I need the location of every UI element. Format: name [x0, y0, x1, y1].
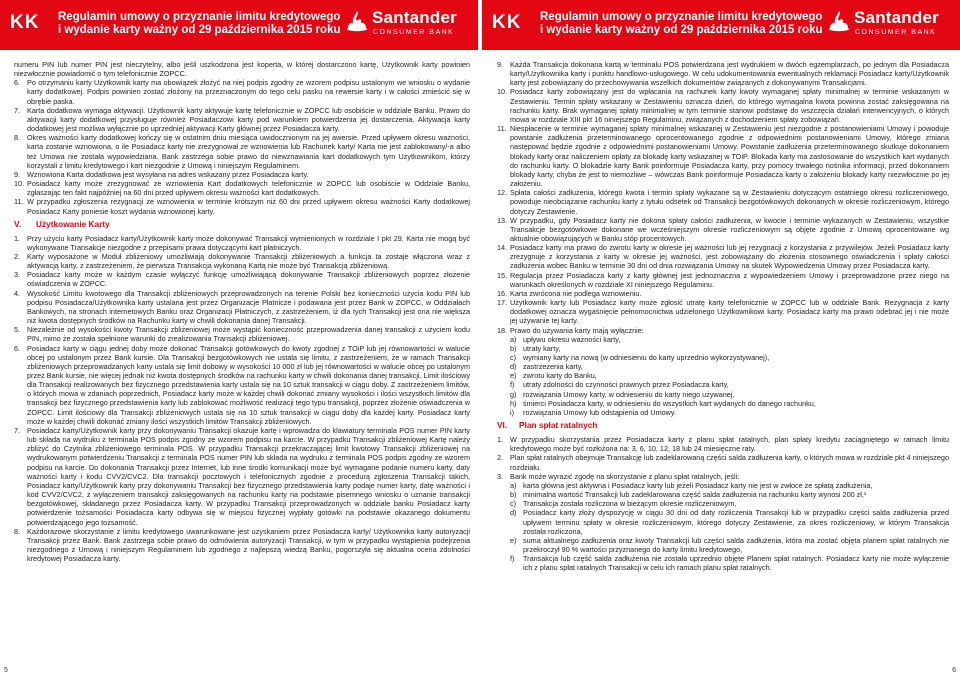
list-item [510, 371, 949, 380]
list-item [497, 326, 949, 335]
item-text: Posiadacz karty może zrezygnować ze wznowienia Kart dodatkowych telefonicznie w ZOPCC lub osobiście w Oddziale Banku, zgłaszając ten fakt najpóźniej na 60 dni przed upływem okresu ważności kart dodatkowych. [27, 179, 470, 198]
item-number: 6. [14, 78, 21, 88]
list-item [14, 426, 470, 527]
item-number: 15. [497, 270, 508, 280]
item-number: 12. [497, 188, 508, 198]
item-number: 6. [14, 343, 21, 353]
item-text: Regulacja przez Posiadacza karty z karty głównej jest jednoznaczna z wypowiedzeniem Umowy i przeprowadzone przez niego na warunkach określonych w rozdziale XI niniejszego Regulaminu. [510, 270, 949, 289]
item-number: h) [510, 398, 517, 408]
item-text: Posiadacz karty ma prawo do zwrotu karty w okresie jej ważności lub jej rezygnacji z korzystania z przywilejów. Jeżeli Posiadacz karty zrezygnuje z korzystania z karty w okresie jej ważności, jest zobowiązany do złożenia stosownego oświadczenia i spłaty całości zadłużenia wobec Banku w terminie 30 dni od dnia rozwiązania Umowy na skutek Wypowiedzenia Umowy przez Posiadacza karty. [510, 243, 949, 271]
list-item [14, 170, 470, 179]
list-item [510, 499, 949, 508]
list-item [510, 536, 949, 554]
item-number: 1. [497, 435, 504, 445]
intro-paragraph: numeru PIN lub numer PIN jest nieczytelny, albo jeśli uszkodzona jest koperta, w której dostarczono kartę, Użytkownik karty powinien niezwłocznie powiadomić o tym telefonicznie ZOPCC. [14, 60, 470, 79]
item-text: Plan spłat ratalnych obejmuje Transakcję lub zadeklarowaną części salda zadłużenia karty, o których mowa w rozdziale pkt 4 niniejszego rozdziału. [510, 453, 949, 472]
kk-badge: KK [10, 12, 40, 33]
list-item [497, 435, 949, 453]
section-heading [497, 420, 949, 431]
list-item [497, 298, 949, 325]
list-item [510, 490, 949, 499]
section-title: Użytkowanie Karty [36, 218, 110, 229]
brand-subtitle: CONSUMER BANK [855, 29, 937, 36]
item-number: c) [510, 353, 517, 362]
left-page-column [14, 60, 470, 563]
list-item [510, 554, 949, 572]
item-text: Niezależnie od wysokości kwoty Transakcji zbliżeniowej może wystąpić konieczność przeprowadzenia danej transakcji z użyciem kodu PIN, mimo że została spełnione warunki do zrealizowania Transakcji zbliżeniowej. [27, 325, 470, 344]
item-text: Transakcja została rozliczona w bieżącym okresie rozliczeniowym, [523, 499, 737, 509]
item-text: W przypadku zgłoszenia rezygnacji ze wznowienia w terminie krótszym niż 60 dni przed upływem okresu ważności Karty dodatkowej Posiadacz Karty poniesie koszt wydania wznowionej karty. [27, 197, 470, 216]
item-number: 3. [497, 471, 504, 481]
item-text: Każda Transakcja dokonana kartą w terminalu POS potwierdzana jest wydrukiem w dwóch egzemplarzach, po jednym dla Posiadacza karty/Użytkownika karty i punktu handlowo-usługowego. W celu udokumentowania ewentualnych reklamacji Posiadacz karty/Użytkownik karty jest zobowiązany do przechowywania wszelkich dokumentów związanych z dokonywanymi Transakcjami. [510, 60, 949, 88]
title-line-2: i wydanie karty ważny od 29 października 2015 roku [58, 24, 341, 36]
item-text: Posiadacz karty/Użytkownik karty przy dokonywaniu Transakcji okazuje kartę i wprowadza do klawiatury terminala POS numer PIN karty lub składa na wydruku z terminala POS podpis zgodny ze wzorem podpisu na karcie. W przypadku Transakcji zbliżeniowej Kartę należy zbliżyć do Czytnika zbliżeniowego terminala POS. W przypadku Transakcji przekraczającej limit kwotowy Transakcji zbliżeniowej na wydrukowanym potwierdzeniu Transakcji z terminala POS numer PIN lub składa na wydruku z terminala POS podpis zgodny ze wzorem podpisu na karcie. Do dokonania Transakcji przez Internet, lub inne środki komunikacji może być wymagane podanie numeru karty, daty ważności karty i kodu CVV2/CVC2. Dla transakcji pocztowych i telefonicznych zgodnie z procedurą zgłoszenia Transakcji takich, Posiadacz karty/Użytkownik karty przy dokonywaniu Transakcji bez fizycznego przedstawienia karty podaje numer karty, datę ważności i kod CVV2/CVC2, z wyłączeniem transakcji zaksięgowanych na rachunku karty na podstawie pisemnego wniosku o uznanie transakcji bezgotówkowej, składanego przez Posiadacza karty. W przypadku Transakcji przeprowadzonych w oddziale banku Posiadacz karty potwierdzenie tożsamości Posiadacza karty odbywa się w miejscu fizycznej wypłaty gotówki na podstawie okazanego dokumentu potwierdzającego jego tożsamość. [27, 425, 470, 527]
item-number: 11. [497, 124, 507, 134]
item-number: 7. [14, 425, 21, 435]
document-title [58, 11, 341, 37]
list-item [14, 527, 470, 564]
right-letters2-list [497, 481, 949, 573]
list-item [497, 453, 949, 471]
item-number: e) [510, 371, 517, 381]
item-number: 4. [14, 288, 21, 298]
item-text: Okres ważności karty dodatkowej kończy się w ostatnim dniu miesiąca uwidocznionym na jej awersie. Przed upływem okresu ważności, karta zostanie wznowiona, o ile Posiadacz karty nie zrezygnował ze wznowienia lub Rachunek karty/ Karta nie jest zablokowany/-a albo też Umowa nie została wypowiedziana. Bank zastrzega sobie prawo do niewznawiania kart dodatkowych tym Użytkownikom, którzy korzystali z limitu kredytowego i kart niezgodnie z Umową i niniejszym Regulaminem. [27, 133, 470, 170]
item-text: Posiadacz karty w ciągu jednej doby może dokonać Transakcji gotówkowych do kwoty zgodnej z TOiP lub jej równowartości w walucie obcej po ustalonym przez Bank kursie. Dla Transakcji bezgotówkowych nie ustala się limitu, z zastrzeżeniem, że w ramach Transakcji zbliżeniowych przeprowadzanych karty ustala się limit dobowy w wysokości 10 000 zł lub jej równowartości w walucie obcej po ustalonym przez Bank kursie, nie więcej jednak niż kwota dostępnych środków na rachunku karty w chwili dokonania danej transakcji. Limit ilościowy dla Transakcji realizowanych bez fizycznego przedstawienia karty ustala się na 10 sztuk transakcji w ciągu doby. Z zastrzeżeniem limitów, o których mowa w zdaniach poprzednich, Posiadacz karty może w każdej chwili dokonać zmiany wysokości i ilości wszystkich limitów dla transakcji bez fizycznego przedstawienia karty lub zablokować możliwość realizacji tego typu transakcji, poprzez złożenie oświadczenia w ZOPCC. Limit ilościowy dla Transakcji zbliżeniowych ustala się na 10 sztuk transakcji w ciągu doby dla każdej karty. Posiadacz karty może w każdej chwili dokonać zmiany ilości wszystkich limitów Transakcji zbliżeniowych. [27, 343, 470, 426]
section-heading [14, 219, 470, 230]
item-number: d) [510, 508, 517, 518]
item-text: Po otrzymaniu karty Użytkownik karty ma obowiązek złożyć na niej podpis zgodny ze wzorem podpisu ustalonym we wniosku o wydanie karty dodatkowej. Podpis powinien zostać złożony na przeznaczonym do tego celu pasku na rewersie karty i w całości zmieścić się w obrębie paska. [27, 78, 470, 106]
item-text: karta główna jest aktywna i Posiadacz karty lub jeżeli Posiadacz karty nie jest w zwłoce ze spłatą zadłużenia, [523, 480, 873, 490]
brand-subtitle: CONSUMER BANK [373, 29, 455, 36]
list-item [510, 390, 949, 399]
item-number: a) [510, 334, 517, 344]
item-number: b) [510, 343, 517, 353]
item-text: zwrotu karty do Banku, [523, 371, 597, 381]
list-item [14, 197, 470, 215]
page-number: 5 [4, 667, 8, 674]
brand-name: Santander [854, 8, 939, 27]
list-item [14, 252, 470, 270]
item-number: f) [510, 380, 515, 390]
item-text: Spłata całości zadłużenia, którego kwota i termin spłaty wykazane są w Zestawieniu dotyczącym ostatniego okresu rozliczeniowego, powoduje nieobciążanie rachunku karty z tytułu odsetek od Transakcji bezgotówkowych dokonanych w okresie rozliczeniowym, którego dotyczy Zestawienie. [510, 188, 949, 216]
flame-icon [828, 10, 850, 32]
title-line-2: i wydanie karty ważny od 29 października 2015 roku [540, 24, 823, 36]
item-number: 5. [14, 325, 21, 335]
item-text: Posiadacz karty może w każdym czasie wyłączyć funkcję umożliwiającą dokonywanie Transakcji zbliżeniowych poprzez złożenie oświadczenia w ZOPCC. [27, 270, 470, 289]
item-number: e) [510, 535, 517, 545]
item-number: 18. [497, 325, 508, 335]
list-item [510, 408, 949, 417]
item-number: 9. [497, 60, 504, 69]
item-number: c) [510, 499, 517, 509]
item-text: Przy użyciu karty Posiadacz karty/Użytkownik karty może dokonywać Transakcji wymienionych w rozdziale I pkt 29. Karta nie mogą być wykonywane Transakcje niezgodne z przepisami prawa dotyczącymi kart płatniczych. [27, 233, 470, 252]
item-text: wymiany karty na nową (w odniesieniu do karty uprzednio wykorzystywanej), [523, 353, 770, 362]
list-item [14, 270, 470, 288]
list-item [497, 87, 949, 124]
list-item [14, 78, 470, 105]
brand-name: Santander [372, 8, 457, 27]
item-text: rozwiązania Umowy karty, w odniesieniu do karty niego używanej, [523, 389, 735, 399]
item-text: Bank może wyrazić zgodę na skorzystanie z planu spłat ratalnych, jeśli: [510, 471, 740, 481]
item-text: zastrzeżenia karty, [523, 362, 583, 372]
item-text: Posiadacz karty złoży dyspozycję w ciągu 30 dni od daty rozliczenia Transakcji lub w przypadku części salda zadłużenia przed upływem terminu spłaty w okresie rozliczeniowym, którego dotyczy Zestawienie, za okres rozliczeniowy, w którym Transakcja została rozliczona, [523, 508, 949, 536]
list-item [14, 234, 470, 252]
item-number: 16. [497, 288, 508, 298]
item-text: Wysokość Limitu kwotowego dla Transakcji zbliżeniowych przeprowadzonych na terenie Polski bez konieczności użycia kodu PIN lub podpisu Posiadacza/Użytkownika karty ustalana jest przez Organizacje Płatnicze i podawana jest przez Bank w ZOPCC, w Oddziałach Bankowych, na stronach internetowych Banku oraz Organizacji Płatniczych, z zastrzeżeniem, iż dla tych Transakcji jest ona nie większa niż kwota dostępnych środków na Rachunku karty w chwili dokonania danej Transakcji. [27, 288, 470, 326]
item-number: 13. [497, 215, 508, 225]
item-text: Wznowiona Karta dodatkowa jest wysyłana na adres wskazany przez Posiadacza karty. [27, 169, 309, 179]
list-item [497, 124, 949, 188]
list-item [14, 179, 470, 197]
item-number: 2. [497, 453, 504, 463]
left-items-list [14, 78, 470, 215]
item-text: upływu okresu ważności karty, [523, 334, 621, 344]
list-item [497, 216, 949, 243]
item-text: rozwiązania Umowy lub odstąpienia od Umowy. [523, 407, 676, 417]
item-text: W przypadku, gdy Posiadacz karty nie dokona spłaty całości zadłużenia, w kwocie i terminie wykazanych w Zestawieniu, wszystkie Transakcje bezgotówkowe dokonane we wcześniejszym okresie rozliczeniowym są objęte zgodnie z Umową oprocentowane wg aktualnie obowiązujących w Banku stóp procentowych. [510, 215, 949, 243]
item-number: i) [510, 407, 515, 417]
item-text: utraty karty, [523, 343, 561, 353]
list-item [14, 133, 470, 170]
right-items2-list [497, 435, 949, 481]
document-title [540, 11, 823, 37]
list-item [14, 344, 470, 426]
list-item [510, 380, 949, 389]
item-text: Użytkownik karty lub Posiadacz karty może zgłosić utratę karty telefonicznie w ZOPCC lub w oddziale Bank. Rezygnacja z karty dodatkowej oznacza wygaśnięcie pełnomocnictwa udzielonego Użytkownikowi karty. Posiadacz karty ma prawo odebrać jej i nie może jej używanie tej karty. [510, 298, 949, 326]
item-number: d) [510, 362, 517, 372]
item-number: 8. [14, 133, 21, 143]
item-number: 14. [497, 243, 508, 253]
item-text: suma aktualnego zadłużenia oraz kwoty Transakcji lub części salda zadłużenia, która ma zostać objęta planem spłat ratalnych nie przekroczył 90 % wartości przyznanego do karty limitu kredytowego, [523, 535, 949, 554]
section-number: V. [14, 218, 22, 229]
page-number: 6 [952, 667, 956, 674]
flame-icon [346, 10, 368, 32]
item-text: Prawo do używania karty mają wyłącznie: [510, 325, 644, 335]
item-text: Transakcja lub część salda zadłużenia nie została uprzednio objęte Planem spłat ratalnych. Posiadacz karty nie może wyłączenie ich z planu spłat ratalnych Transakcji w celu ich ramach planu spłat ratalnych. [523, 554, 949, 573]
santander-logo [346, 8, 466, 42]
list-item [497, 472, 949, 481]
item-number: 11. [14, 197, 24, 207]
item-number: 17. [497, 298, 508, 308]
list-item [497, 188, 949, 215]
title-line-1: Regulamin umowy o przyznanie limitu kredytowego [58, 11, 341, 23]
list-item [510, 344, 949, 353]
list-item [14, 325, 470, 343]
item-number: 8. [14, 526, 21, 536]
kk-badge: KK [492, 12, 522, 33]
item-text: Karta dodatkowa wymaga aktywacji. Użytkownik karty aktywuje kartę telefonicznie w ZOPCC lub osobiście w oddziale Banku. Prawo do aktywacji karty dodatkowej przysługuje również Posiadaczowi karty pod warunkiem potwierdzenia jej dostarczenia. Aktywacja karty dodatkowej jest możliwa wyłącznie po uprzedniej aktywacji Karty głównej przez Posiadacza karty. [27, 105, 470, 134]
list-item [510, 362, 949, 371]
list-item [497, 271, 949, 289]
list-item [510, 508, 949, 535]
item-number: f) [510, 554, 515, 564]
item-number: a) [510, 480, 517, 490]
header-banner-right [482, 0, 960, 50]
item-text: utraty zdolności do czynności prawnych przez Posiadacza karty, [523, 380, 729, 390]
list-item [510, 399, 949, 408]
item-text: minimalna wartość Transakcji lub zadeklarowana część salda zadłużenia na rachunku karty wynosi 200 zł,¹ [523, 490, 867, 500]
item-text: Każdorazowe skorzystanie z limitu kredytowego uwarunkowane jest uzyskaniem przez Posiadacza karty/ Użytkownika karty autoryzacji Transakcji przez Bank. Bank zastrzega sobie prawo do odmówienia autoryzacji Transakcji, w tym w przypadku wystąpienia podejrzenia niezgodnego z Umową i niniejszym Regulaminem lub zgodnego z najlepszą wiedzą Banku, pogorszyła się aktualna ocena zdolności kredytowej Posiadacza karty. [27, 526, 470, 564]
item-text: W przypadku skorzystania przez Posiadacza karty z planu spłat ratalnych, plan spłaty kredytu zaciągniętego w ramach limitu kredytowego może być rozłożona na: 3, 6, 10, 12, 18 lub 24 miesięczne raty. [510, 435, 949, 454]
right-page-column [497, 60, 949, 572]
header-banner-left [0, 0, 478, 50]
item-text: Niespłacenie w terminie wymaganej spłaty minimalnej wskazanej w Zestawieniu jest niezgodne z postanowieniami Umowy i powoduje powstanie zadłużenia przeterminowanego oprocentowanego zgodnie z odpowiednimi postanowieniami Umowy, którego zmiana następować będzie zgodnie z odpowiednimi postanowieniami Umowy. Powstanie zadłużenia przeterminowanego skutkuje dokonaniem blokady karty oraz naliczeniem opłaty za blokadę karty wskazanej w TOiP. Blokada karty ma zastosowanie do wszystkich kart wydanych do rachunku karty. O blokadzie karty Bank poinformuje Posiadacza karty, przy pomocy trwałego nośnika informacji, przed dokonaniem blokady karty, chyba że jest to niemożliwe – wówczas Bank poinformuje Posiadacza karty o założeniu blokady karty niezwłocznie po jej założeniu. [510, 124, 949, 189]
list-item [510, 353, 949, 362]
list-item [14, 106, 470, 133]
list-item [497, 60, 949, 87]
list-item [510, 481, 949, 490]
title-line-1: Regulamin umowy o przyznanie limitu kredytowego [540, 11, 823, 23]
santander-logo [828, 8, 948, 42]
list-item [497, 243, 949, 270]
item-number: g) [510, 389, 517, 399]
item-text: śmierci Posiadacza karty, w odniesieniu do wszystkich kart wydanych do danego rachunku, [523, 398, 816, 408]
left-items2-list [14, 234, 470, 564]
item-text: Karty wyposażone w Moduł zbliżeniowy umożliwiają dokonywanie Transakcji zbliżeniowych a funkcja ta zostaje włączona wraz z aktywacją karty, z zastrzeżeniem, że pierwsza Transakcja wykonaną Kartą nie może być Transakcją zbliżeniową. [27, 251, 470, 271]
item-text: Posiadacz karty zobowiązany jest do wpłacania na rachunek karty kwoty wymaganej spłaty minimalnej w terminie wskazanym w Zestawieniu. Termin spłaty wskazany w Zestawieniu oznacza dzień, do którego wymagalna kwota powinna zostać zaksięgowana na rachunku karty. Brak wymaganej spłaty minimalnej w tym terminie stanowi podstawę do wszczęcia działań interwencyjnych, o których mowa w rozdziale XIII pkt 16 niniejszego Regulaminu, związanych z dochodzeniem spłaty zobowiązań. [510, 87, 949, 124]
item-text: Karta zwrócona nie podlega wznowieniu. [510, 288, 642, 298]
item-number: 3. [14, 270, 21, 280]
list-item [510, 335, 949, 344]
item-number: 10. [497, 87, 508, 97]
item-number: 9. [14, 169, 21, 179]
item-number: b) [510, 490, 517, 500]
section-title: Plan spłat ratalnych [519, 420, 598, 431]
item-number: 1. [14, 233, 21, 243]
item-number: 2. [14, 251, 21, 261]
right-items-list [497, 60, 949, 335]
list-item [14, 289, 470, 326]
right-letters-list [497, 335, 949, 417]
item-number: 7. [14, 105, 21, 115]
section-number: VI. [497, 420, 508, 431]
item-number: 10. [14, 179, 25, 189]
list-item [497, 289, 949, 298]
